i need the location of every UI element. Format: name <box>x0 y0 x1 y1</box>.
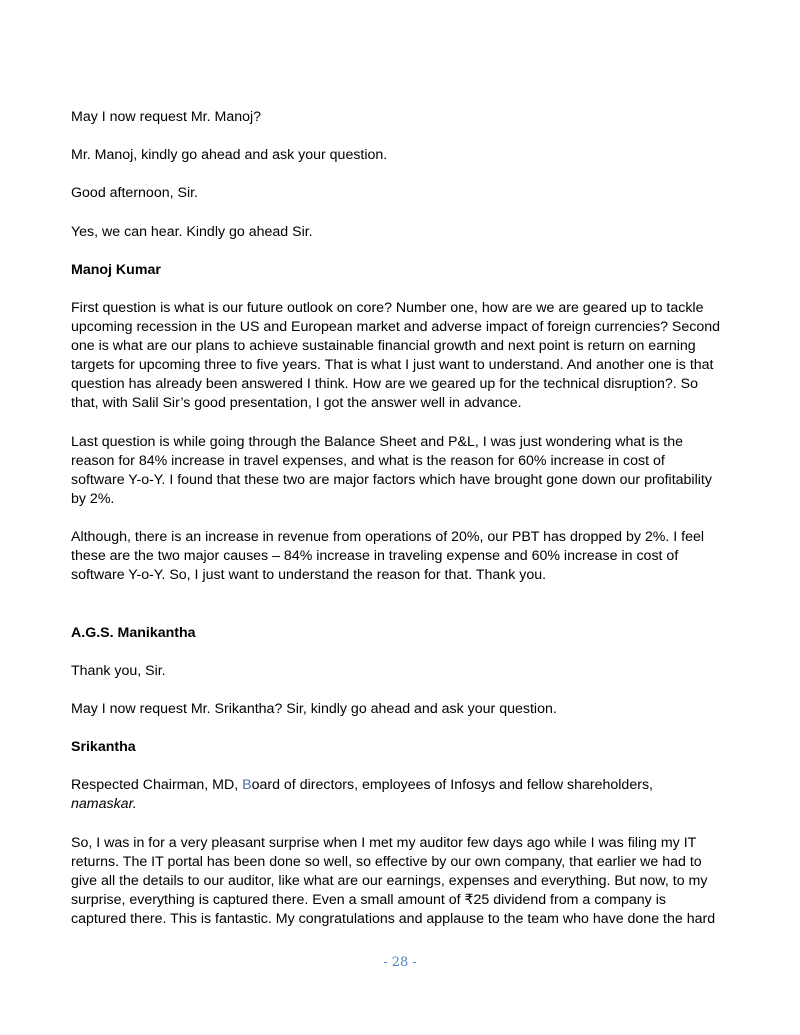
transcript-line: May I now request Mr. Srikantha? Sir, kindly go ahead and ask your question. <box>71 700 557 717</box>
paragraph-line: by 2%. <box>71 490 115 507</box>
paragraph-line: reason for 84% increase in travel expenses, and what is the reason for 60% increase in cost of <box>71 452 665 469</box>
paragraph-line: software Y-o-Y. So, I just want to understand the reason for that. Thank you. <box>71 567 547 584</box>
paragraph-line: captured there. This is fantastic. My congratulations and applause to the team who have done the hard <box>71 910 716 927</box>
paragraph-line: surprise, everything is captured there. Even a small amount of ₹25 dividend from a company is <box>71 891 666 908</box>
paragraph-line: Although, there is an increase in revenue from operations of 20%, our PBT has dropped by 2%. I feel <box>71 529 705 546</box>
paragraph-line: one is what are our plans to achieve sustainable financial growth and next point is return on earning <box>71 338 696 355</box>
paragraph <box>71 299 736 414</box>
page-number: - 28 - <box>383 955 417 970</box>
transcript-line: Yes, we can hear. Kindly go ahead Sir. <box>71 223 313 240</box>
transcript-page <box>71 108 736 929</box>
paragraph <box>71 776 736 814</box>
transcript-line: May I now request Mr. Manoj? <box>71 109 262 125</box>
paragraph-line: upcoming recession in the US and European market and adverse impact of foreign currencies? Second <box>71 319 721 336</box>
paragraph-line <box>71 776 736 795</box>
greeting-text: oard of directors, employees of Infosys and fellow shareholders, <box>251 777 653 794</box>
paragraph-line: First question is what is our future outlook on core? Number one, how are we are geared up to tackle <box>71 299 704 316</box>
paragraph-line: So, I was in for a very pleasant surprise when I met my auditor few days ago while I was filing my IT <box>71 834 697 851</box>
speaker-name: Srikantha <box>71 739 136 756</box>
greeting-word: namaskar. <box>71 796 137 813</box>
paragraph <box>71 834 736 929</box>
paragraph-line: question has already been answered I think. How are we geared up for the technical disruption?. So <box>71 376 699 393</box>
greeting-text: Respected Chairman, MD, <box>71 777 243 794</box>
paragraph-line: give all the details to our auditor, like what are our earnings, expenses and everything. But now, to my <box>71 872 708 889</box>
transcript-line: Thank you, Sir. <box>71 662 166 679</box>
paragraph-line: returns. The IT portal has been done so well, so effective by our own company, that earlier we had to <box>71 853 702 870</box>
greeting-letter: B <box>242 777 252 794</box>
paragraph-line: Last question is while going through the Balance Sheet and P&L, I was just wondering what is the <box>71 433 684 450</box>
paragraph-line: these are the two major causes – 84% increase in traveling expense and 60% increase in cost of <box>71 548 679 565</box>
paragraph <box>71 528 736 585</box>
transcript-line: Good afternoon, Sir. <box>71 185 198 202</box>
speaker-name: A.G.S. Manikantha <box>71 624 196 641</box>
speaker-name: Manoj Kumar <box>71 261 161 278</box>
paragraph-line: targets for upcoming three to five years. That is what I just want to understand. And another one is that <box>71 357 714 374</box>
paragraph-line: that, with Salil Sir’s good presentation, I got the answer well in advance. <box>71 395 522 412</box>
paragraph <box>71 433 736 509</box>
paragraph-line: software Y-o-Y. I found that these two are major factors which have brought gone down our profitability <box>71 471 712 488</box>
transcript-line: Mr. Manoj, kindly go ahead and ask your question. <box>71 147 388 164</box>
